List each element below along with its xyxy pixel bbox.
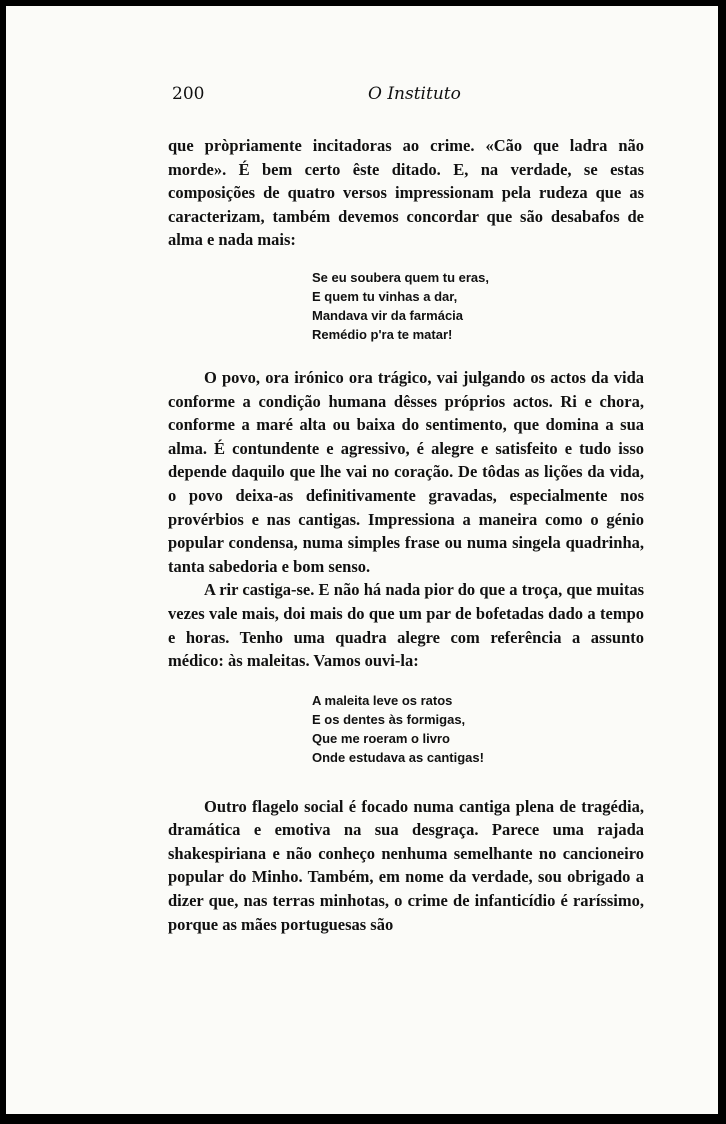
verse-line: E os dentes às formigas, xyxy=(312,711,466,727)
page-number: 200 xyxy=(172,84,205,104)
verse-line: Se eu soubera quem tu eras, xyxy=(312,269,490,285)
book-page xyxy=(6,6,718,1114)
verse-line: Mandava vir da farmácia xyxy=(312,307,464,323)
running-title: O Instituto xyxy=(368,84,461,104)
verse-quatrain-1 xyxy=(168,268,644,344)
verse-line: E quem tu vinhas a dar, xyxy=(312,288,458,304)
page-body xyxy=(168,134,644,936)
verse-line: Remédio p'ra te matar! xyxy=(312,326,453,342)
verse-line: Onde estudava as cantigas! xyxy=(312,749,484,765)
paragraph-2: O povo, ora irónico ora trágico, vai julgando os actos da vida conforme a condição humana dêsses próprios actos. Ri e chora, conforme a maré alta ou baixa do sentimento, que domina a sua alma. É contundente e agressivo, é alegre e satisfeito e tudo isso depende daquilo que lhe vai no coração. De tôdas as lições da vida, o povo deixa-as definitivamente gravadas, especialmente nos provérbios e nas cantigas. Impressiona a maneira como o génio popular condensa, numa simples frase ou numa singela quadrinha, tanta sabedoria e bom senso. xyxy=(168,367,644,576)
running-header xyxy=(168,84,640,108)
paragraph-4: Outro flagelo social é focado numa cantiga plena de tragédia, dramática e emotiva na sua desgraça. Parece uma rajada shakespiriana e não conheço nenhuma semelhante no cancioneiro popular do Minho. Também, em nome da verdade, sou obrigado a dizer que, nas terras minhotas, o crime de infanticídio é raríssimo, porque as mães portuguesas são xyxy=(168,796,644,934)
paragraph-3: A rir castiga-se. E não há nada pior do que a troça, que muitas vezes vale mais, doi mais do que um par de bofetadas dado a tempo e horas. Tenho uma quadra alegre com referência a assunto médico: às maleitas. Vamos ouvi-la: xyxy=(168,580,644,671)
verse-line: Que me roeram o livro xyxy=(312,730,450,746)
verse-quatrain-2 xyxy=(168,691,644,767)
verse-line: A maleita leve os ratos xyxy=(312,692,453,708)
paragraph-1: que pròpriamente incitadoras ao crime. «Cão que ladra não morde». É bem certo êste ditado. E, na verdade, se estas composições de quatro versos impressionam pela rudeza que as caracterizam, também devemos concordar que são desabafos de alma e nada mais: xyxy=(168,136,644,250)
